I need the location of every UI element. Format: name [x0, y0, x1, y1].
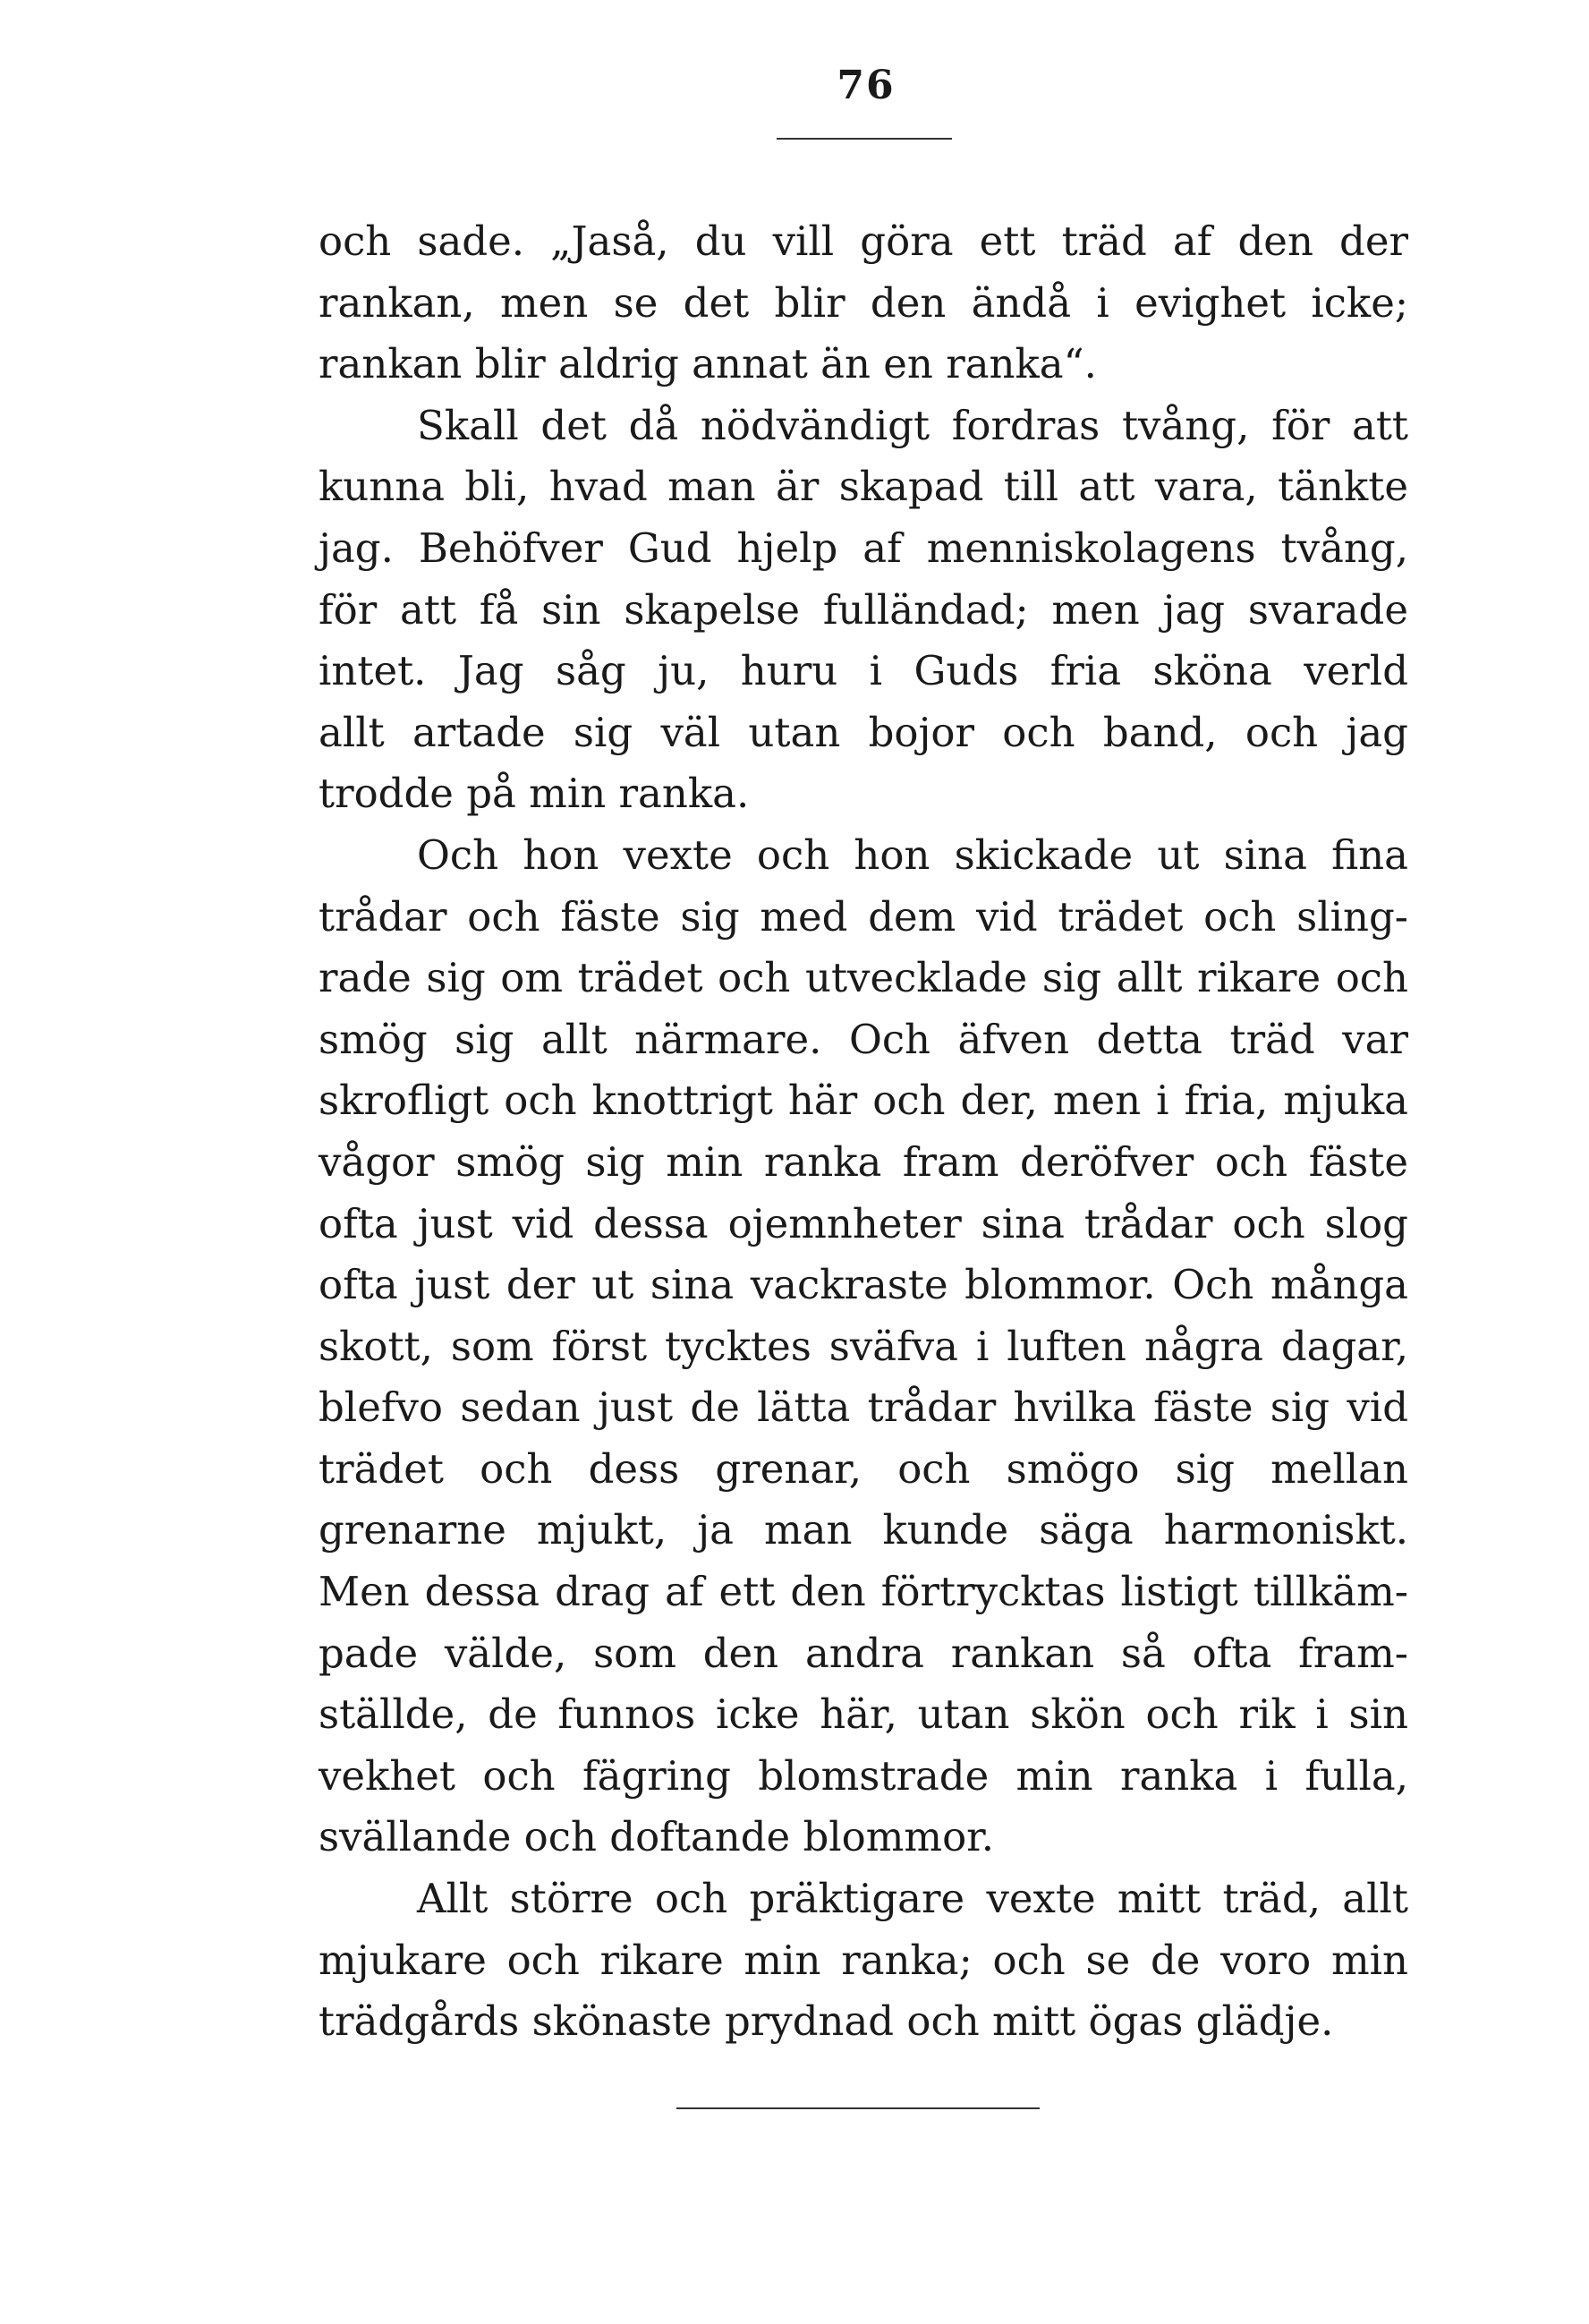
text-line: jag. Behöfver Gud hjelp af menniskolagens tvång, — [319, 524, 1408, 572]
header-rule — [777, 138, 952, 140]
footer-rule — [676, 2107, 1040, 2109]
text-line: och sade. „Jaså, du vill göra ett träd af den der — [319, 217, 1408, 265]
text-line: blefvo sedan just de lätta trådar hvilka fäste sig vid — [319, 1383, 1408, 1432]
text-line: mjukare och rikare min ranka; och se de voro min — [319, 1936, 1408, 1984]
text-line: smög sig allt närmare. Och äfven detta träd var — [319, 1015, 1408, 1063]
text-line: kunna bli, hvad man är skapad till att vara, tänkte — [319, 463, 1408, 511]
text-line: rankan, men se det blir den ändå i evighet icke; — [319, 278, 1408, 327]
text-line: trodde på min ranka. — [319, 770, 750, 818]
text-line: för att få sin skapelse fulländad; men jag svarade — [319, 585, 1408, 634]
text-line: grenarne mjukt, ja man kunde säga harmoniskt. — [319, 1506, 1408, 1554]
text-line: intet. Jag såg ju, huru i Guds fria sköna verld — [319, 647, 1408, 695]
text-line: skrofligt och knottrigt här och der, men i fria, mjuka — [319, 1077, 1408, 1125]
text-line: ställde, de funnos icke här, utan skön och rik i sin — [319, 1690, 1408, 1739]
text-line: skott, som först tycktes sväfva i luften några dagar, — [319, 1322, 1408, 1370]
page-number: 76 — [837, 63, 896, 108]
paragraph — [319, 211, 1408, 396]
text-line: vågor smög sig min ranka fram deröfver och fäste — [319, 1137, 1408, 1186]
text-line: Och hon vexte och hon skickade ut sina fina — [417, 830, 1408, 879]
text-line: Skall det då nödvändigt fordras tvång, för att — [417, 401, 1408, 449]
text-line: vekhet och fägring blomstrade min ranka i fulla, — [319, 1751, 1408, 1800]
text-line: pade välde, som den andra rankan så ofta fram- — [319, 1629, 1408, 1677]
text-line: ofta just der ut sina vackraste blommor. Och många — [319, 1261, 1408, 1309]
text-line: svällande och doftande blommor. — [319, 1813, 995, 1861]
text-line: Allt större och präktigare vexte mitt träd, allt — [417, 1875, 1408, 1923]
text-line: allt artade sig väl utan bojor och band, och jag — [319, 708, 1408, 756]
text-line: Men dessa drag af ett den förtrycktas listigt tillkäm- — [319, 1568, 1408, 1616]
text-line: trådar och fäste sig med dem vid trädet och sling- — [319, 892, 1408, 941]
text-line: ofta just vid dessa ojemnheter sina trådar och slog — [319, 1199, 1408, 1247]
paragraph — [319, 1869, 1408, 2053]
text-line: rade sig om trädet och utvecklade sig allt rikare och — [319, 954, 1408, 1002]
text-line: trädet och dess grenar, och smögo sig mellan — [319, 1444, 1408, 1493]
body-text — [319, 211, 1408, 2053]
paragraph — [319, 396, 1408, 825]
text-line: rankan blir aldrig annat än en ranka“. — [319, 340, 1097, 388]
paragraph — [319, 825, 1408, 1869]
text-line: trädgårds skönaste prydnad och mitt ögas glädje. — [319, 1997, 1334, 2046]
